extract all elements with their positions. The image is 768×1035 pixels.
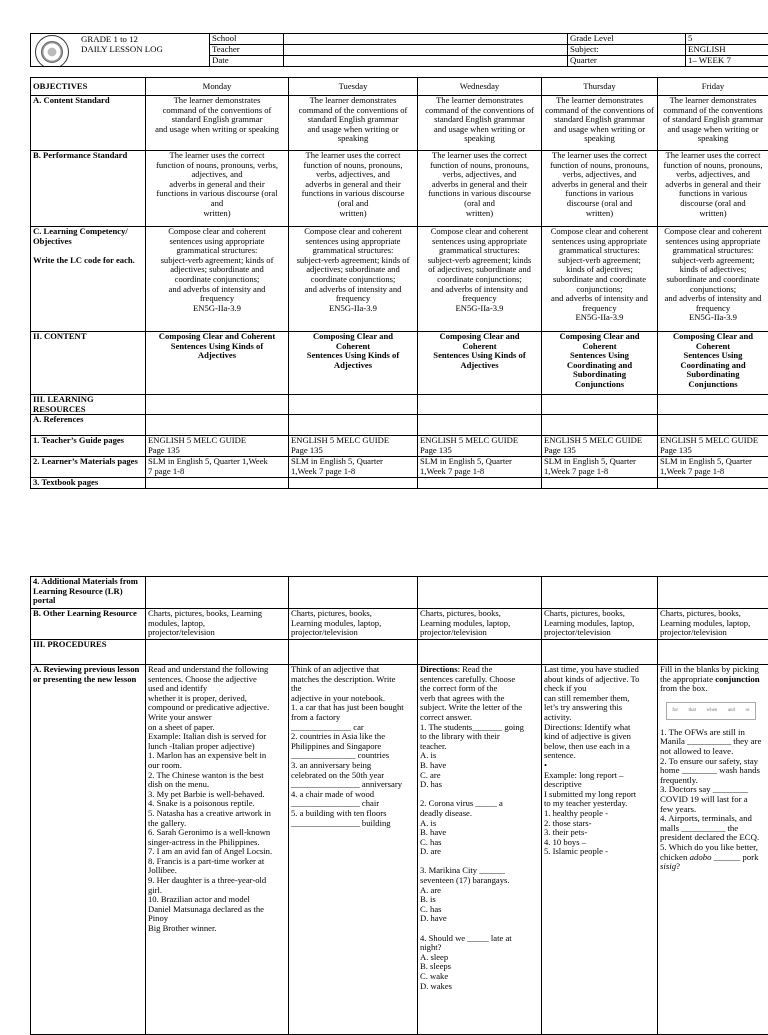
friday-items: 1. The OFWs are still in Manila __________ they are not allowed to leave. 2. To ensure our safety, stay home ________ wash hands frequently. 3. Doctors say ________ COVID 19 will last for a few years. 4. Airports, terminals, and malls __________ the president declared the ECQ. 5. Which do you like better, chicken	[660, 727, 761, 862]
subject-label: Subject:	[568, 45, 686, 56]
objectives-table	[30, 77, 768, 489]
content-standard-thursday: The learner demonstrates command of the conventions of standard English grammar and usage when writing or speaking	[542, 96, 658, 151]
content-standard-tuesday: The learner demonstrates command of the conventions of standard English grammar and usage when writing or speaking	[289, 96, 418, 151]
day-thursday: Thursday	[542, 78, 658, 96]
content-friday: Composing Clear and Coherent Sentences Using Coordinating and Subordinating Conjunctions	[658, 332, 768, 395]
learners-materials-wednesday: SLM in English 5, Quarter 1,Week 7 page 1-8	[418, 457, 542, 478]
box-word: and	[728, 706, 735, 716]
content-label: II. CONTENT	[31, 332, 146, 395]
learning-competency-friday: Compose clear and coherent sentences using appropriate grammatical structures: subject-verb agreement; kinds of adjectives; subordinate and coordinate conjunctions; and adverbs of intensity and frequency EN5G-IIa-3.9	[658, 227, 768, 332]
learning-competency-label	[31, 227, 146, 332]
quarter-value: 1– WEEK 7	[686, 56, 768, 67]
friday-mid: ______ pork	[712, 852, 759, 862]
reviewing-thursday: Last time, you have studied about kinds of adjective. To check if you can still remember them, let’s try answering this activity. Directions: Identify what kind of adjective is given below, then use each in a sentence. • Example: long report – descriptive I submitted my long report to my teacher yesterday. 1. healthy people - 2. those stars- 3. their pets- 4. 10 boys – 5. Islamic people -	[542, 665, 658, 1035]
learning-competency-title: C. Learning Competency/ Objectives	[33, 227, 143, 246]
subject-value: ENGLISH	[686, 45, 768, 56]
friday-italic-sisig: sisig	[660, 861, 676, 871]
procedures-label: III. PROCEDURES	[31, 640, 146, 665]
friday-italic-adobo: adobo	[690, 852, 712, 862]
friday-intro-2: from the box.	[660, 683, 708, 693]
friday-end: ?	[676, 861, 680, 871]
teachers-guide-tuesday: ENGLISH 5 MELC GUIDE Page 135	[289, 436, 418, 457]
content-standard-monday: The learner demonstrates command of the conventions of standard English grammar and usage when writing or speaking	[146, 96, 289, 151]
lc-code-note: Write the LC code for each.	[33, 256, 143, 266]
teachers-guide-friday: ENGLISH 5 MELC GUIDE Page 135	[658, 436, 768, 457]
reviewing-wednesday	[418, 665, 542, 1035]
learners-materials-label: 2. Learner’s Materials pages	[31, 457, 146, 478]
content-monday: Composing Clear and Coherent Sentences Using Kinds of Adjectives	[146, 332, 289, 395]
lesson-log-table-bottom	[30, 576, 768, 1035]
learning-competency-tuesday: Compose clear and coherent sentences using appropriate grammatical structures: subject-verb agreement; kinds of adjectives; subordinate and coordinate conjunctions; and adverbs of intensity and frequency EN5G-IIa-3.9	[289, 227, 418, 332]
box-word: or	[746, 706, 750, 716]
teacher-label: Teacher	[210, 45, 284, 56]
day-wednesday: Wednesday	[418, 78, 542, 96]
learners-materials-friday: SLM in English 5, Quarter 1,Week 7 page 1-8	[658, 457, 768, 478]
day-tuesday: Tuesday	[289, 78, 418, 96]
other-resources-label: B. Other Learning Resource	[31, 609, 146, 640]
learning-competency-wednesday: Compose clear and coherent sentences using appropriate grammatical structures: subject-verb agreement; kinds of adjectives; subordinate and coordinate conjunctions; and adverbs of intensity and frequency EN5G-IIa-3.9	[418, 227, 542, 332]
reviewing-friday	[658, 665, 768, 1035]
teachers-guide-wednesday: ENGLISH 5 MELC GUIDE Page 135	[418, 436, 542, 457]
content-thursday: Composing Clear and Coherent Sentences Using Coordinating and Subordinating Conjunctions	[542, 332, 658, 395]
date-label: Date	[210, 56, 284, 67]
performance-standard-friday: The learner uses the correct function of nouns, pronouns, verbs, adjectives, and adverbs in general and their functions in various discourse (oral and written)	[658, 151, 768, 227]
additional-materials-label: 4. Additional Materials from Learning Resource (LR) portal	[31, 577, 146, 609]
performance-standard-thursday: The learner uses the correct function of nouns, pronouns, verbs, adjectives, and adverbs in general and their functions in various discourse (oral and written)	[542, 151, 658, 227]
school-value[interactable]	[284, 34, 568, 45]
content-standard-wednesday: The learner demonstrates command of the conventions of standard English grammar and usage when writing or speaking	[418, 96, 542, 151]
box-word: for	[672, 706, 678, 716]
reviewing-label: A. Reviewing previous lesson or presenting the new lesson	[31, 665, 146, 1035]
other-resources-monday: Charts, pictures, books, Learning modules, laptop, projector/television	[146, 609, 289, 640]
date-value[interactable]	[284, 56, 568, 67]
deped-seal-icon	[35, 35, 69, 67]
content-tuesday: Composing Clear and Coherent Sentences Using Kinds of Adjectives	[289, 332, 418, 395]
performance-standard-wednesday: The learner uses the correct function of nouns, pronouns, verbs, adjectives, and adverbs in general and their functions in various discourse (oral and written)	[418, 151, 542, 227]
header-title-cell	[31, 34, 210, 67]
box-word: that	[689, 706, 697, 716]
learners-materials-tuesday: SLM in English 5, Quarter 1,Week 7 page 1-8	[289, 457, 418, 478]
school-label: School	[210, 34, 284, 45]
teachers-guide-thursday: ENGLISH 5 MELC GUIDE Page 135	[542, 436, 658, 457]
box-word: when	[707, 706, 718, 716]
performance-standard-label: B. Performance Standard	[31, 151, 146, 227]
quarter-label: Quarter	[568, 56, 686, 67]
textbook-label: 3. Textbook pages	[31, 478, 146, 489]
learning-competency-monday: Compose clear and coherent sentences using appropriate grammatical structures: subject-verb agreement; kinds of adjectives; subordinate and coordinate conjunctions; and adverbs of intensity and frequency EN5G-IIa-3.9	[146, 227, 289, 332]
teachers-guide-label: 1. Teacher’s Guide pages	[31, 436, 146, 457]
content-wednesday: Composing Clear and Coherent Sentences Using Kinds of Adjectives	[418, 332, 542, 395]
header-title-line2: DAILY LESSON LOG	[81, 44, 209, 54]
teacher-value[interactable]	[284, 45, 568, 56]
references-label: A. References	[31, 415, 146, 436]
performance-standard-monday: The learner uses the correct function of nouns, pronouns, verbs, adjectives, and adverbs in general and their functions in various discourse (oral and written)	[146, 151, 289, 227]
header-title-line1: GRADE 1 to 12	[81, 34, 209, 44]
performance-standard-tuesday: The learner uses the correct function of nouns, pronouns, verbs, adjectives, and adverbs in general and their functions in various discourse (oral and written)	[289, 151, 418, 227]
procedures-table	[30, 576, 768, 1035]
header-table	[30, 33, 768, 67]
objectives-heading: OBJECTIVES	[31, 78, 146, 96]
learners-materials-monday: SLM in English 5, Quarter 1,Week 7 page 1-8	[146, 457, 289, 478]
learning-resources-label: III. LEARNING RESOURCES	[31, 395, 146, 415]
other-resources-thursday: Charts, pictures, books, Learning modules, laptop, projector/television	[542, 609, 658, 640]
other-resources-friday: Charts, pictures, books, Learning modules, laptop, projector/television	[658, 609, 768, 640]
learners-materials-thursday: SLM in English 5, Quarter 1,Week 7 page 1-8	[542, 457, 658, 478]
friday-intro: Fill in the blanks by picking the appropriate	[660, 665, 759, 684]
learning-competency-thursday: Compose clear and coherent sentences using appropriate grammatical structures: subject-verb agreement; kinds of adjectives; subordinate and coordinate conjunctions; and adverbs of intensity and frequency EN5G-IIa-3.9	[542, 227, 658, 332]
other-resources-tuesday: Charts, pictures, books, Learning modules, laptop, projector/television	[289, 609, 418, 640]
wednesday-activity-text: : Read the sentences carefully. Choose the correct form of the verb that agrees with the subject. Write the letter of the correct answer. 1. The students_______ going to the library with their teacher. A. is B. have C. are D. has 2. Corona virus _____ a deadly disease. A. is B. have C. has D. are 3. Marikina City ______ seventeen (17) barangays. A. are B. is C. has D. have 4. Should we _____ late at night? A. sleep B. sleeps C. wake D. wakes	[420, 665, 524, 991]
other-resources-wednesday: Charts, pictures, books, Learning modules, laptop, projector/television	[418, 609, 542, 640]
lesson-log-table-top	[30, 33, 768, 489]
day-friday: Friday	[658, 78, 768, 96]
grade-level-value: 5	[686, 34, 768, 45]
content-standard-label: A. Content Standard	[31, 96, 146, 151]
day-monday: Monday	[146, 78, 289, 96]
content-standard-friday: The learner demonstrates command of the conventions of standard English grammar and usage when writing or speaking	[658, 96, 768, 151]
reviewing-monday: Read and understand the following sentences. Choose the adjective used and identify whether it is proper, derived, compound or predicative adjective. Write your answer on a sheet of paper. Example: Italian dish is served for lunch -Italian proper adjective) 1. Marlon has an expensive belt in our room. 2. The Chinese wanton is the best dish on the menu. 3. My pet Barbie is well-behaved. 4. Snake is a poisonous reptile. 5. Natasha has a creative artwork in the gallery. 6. Sarah Geronimo is a well-known singer-actress in the Philippines. 7. I am an avid fan of Angel Locsin. 8. Francis is a part-time worker at Jollibee. 9. Her daughter is a three-year-old girl. 10. Brazilian actor and model Daniel Matsunaga declared as the Pinoy Big Brother winner.	[146, 665, 289, 1035]
friday-conjunction-word: conjunction	[715, 674, 759, 684]
grade-level-label: Grade Level	[568, 34, 686, 45]
conjunction-word-box	[666, 702, 756, 720]
directions-label: Directions	[420, 665, 458, 675]
teachers-guide-monday: ENGLISH 5 MELC GUIDE Page 135	[146, 436, 289, 457]
reviewing-tuesday: Think of an adjective that matches the description. Write the adjective in your notebook. 1. a car that has just been bought from a factory ______________ car 2. countries in Asia like the Philippines and Singapore _______________ countries 3. an anniversary being celebrated on the 50th year ________________ anniversary 4. a chair made of wood ________________ chair 5. a building with ten floors ________________ building	[289, 665, 418, 1035]
